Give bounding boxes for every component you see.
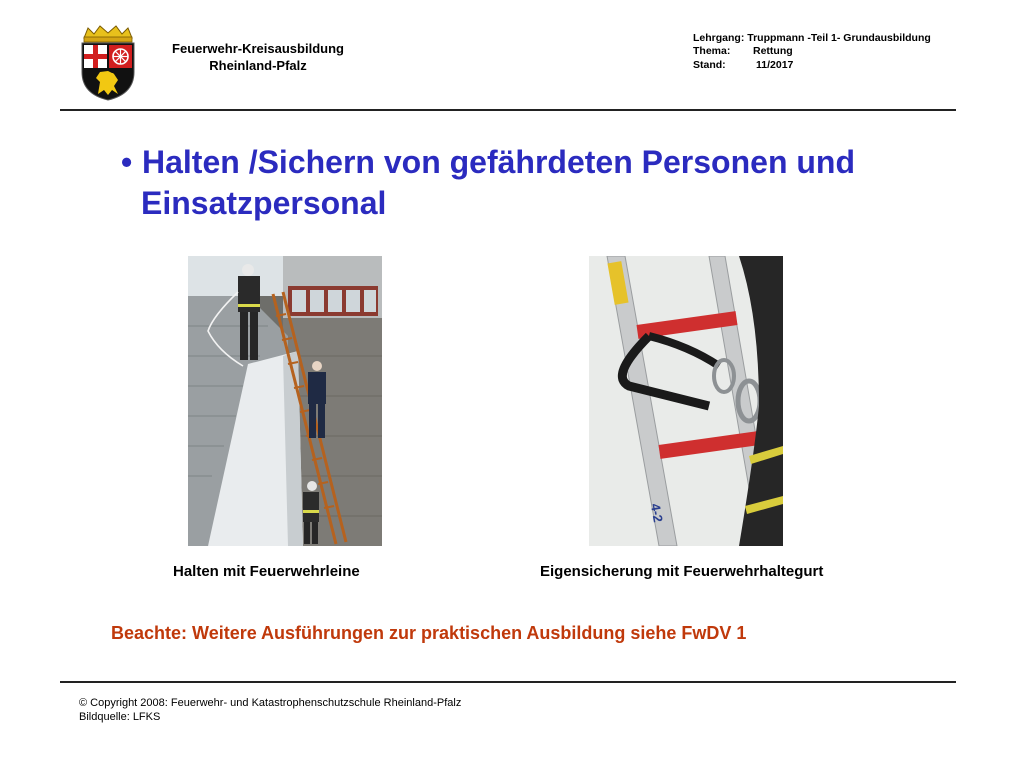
slide-title-line2: Einsatzpersonal (141, 185, 387, 221)
ladder-marking: 4-2 (647, 502, 666, 524)
header-divider (60, 109, 956, 111)
topic-value: Rettung (753, 45, 793, 57)
organization-name: Feuerwehr-Kreisausbildung (172, 41, 344, 56)
slide-title-line1: Halten /Sichern von gefährdeten Personen und (142, 144, 856, 180)
photo-holding-with-rope (188, 256, 382, 546)
coat-of-arms-logo (78, 24, 138, 102)
image-source-text: Bildquelle: LFKS (79, 711, 161, 723)
date-value: 11/2017 (756, 59, 794, 71)
caption-left: Halten mit Feuerwehrleine (173, 563, 360, 580)
note-text: Beachte: Weitere Ausführungen zur praktischen Ausbildung siehe FwDV 1 (111, 623, 747, 643)
organization-region: Rheinland-Pfalz (209, 58, 307, 73)
title-bullet: • (121, 144, 133, 180)
course-label: Lehrgang: Truppmann -Teil 1- Grundausbildung (693, 32, 931, 44)
photo-self-securing-harness (589, 256, 783, 546)
caption-right: Eigensicherung mit Feuerwehrhaltegurt (540, 563, 824, 580)
topic-label: Thema: (693, 45, 731, 57)
date-label: Stand: (693, 59, 726, 71)
copyright-text: © Copyright 2008: Feuerwehr- und Katastrophenschutzschule Rheinland-Pfalz (79, 697, 462, 709)
footer-divider (60, 681, 956, 683)
